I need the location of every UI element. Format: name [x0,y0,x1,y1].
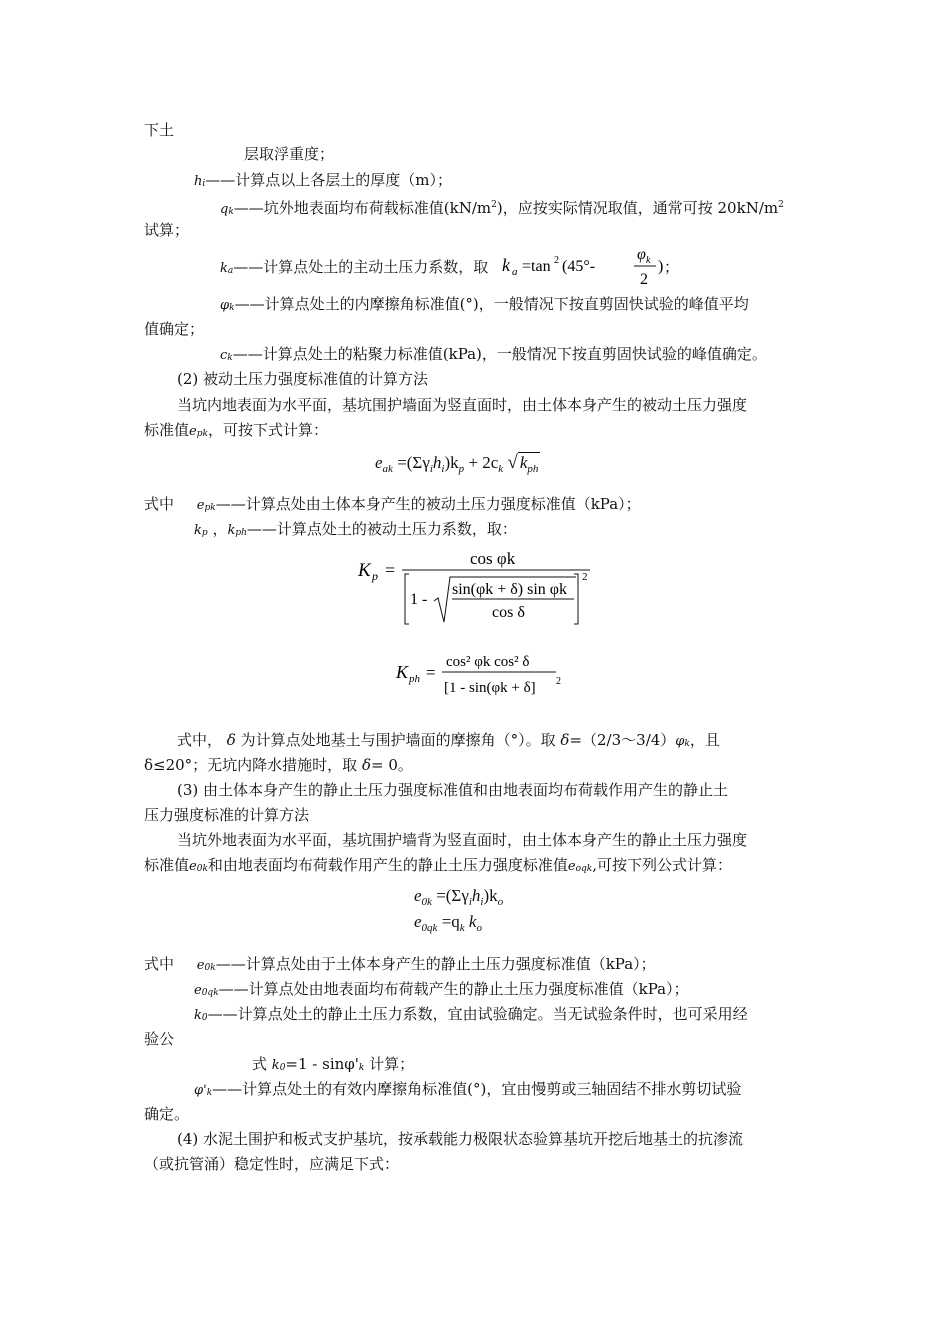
text: 计算； [369,1055,415,1073]
formula-subscript: p [372,569,378,583]
text: 和由地表面均布荷载作用产生的静止土压力强度标准值 [207,856,568,874]
definition-line [220,345,767,367]
formula-subscript: o [497,896,504,908]
formula-symbol: e [414,886,422,905]
var-subscript: 0qk [201,988,219,998]
formula-symbol: K [396,662,409,682]
definition-line [194,171,452,193]
text-line: 值确定； [144,320,205,338]
formula-numerator: φ [637,246,646,263]
formula-subscript: 0qk [421,922,438,934]
var-symbol: e [189,859,197,874]
var-subscript: k [228,207,234,217]
text: 为计算点处地基土与围护墙面的摩擦角（°）。取 [240,731,556,749]
var-symbol: δ [226,731,236,749]
formula-symbol: k [519,453,528,472]
formula-text: ) [658,258,664,275]
bracket-right [574,574,578,624]
text-line: 确定。 [144,1105,190,1123]
section-heading: (4) 水泥土围护和板式支护基坑，按承载能力极限状态验算基坑开挖后地基土的抗渗流 [177,1130,744,1148]
text-line [177,731,720,753]
var-symbol: k [220,261,228,276]
var-symbol: δ [560,731,570,749]
formula-symbol: k [468,912,477,931]
bracket-left [405,574,409,624]
formula-symbol: h [432,453,442,472]
var-symbol: φ [220,298,230,313]
formula-e0qk [414,912,482,934]
formula-text: =(Σγ [397,453,430,472]
formula-subscript: ph [527,463,539,475]
formula-power: 2 [556,676,561,687]
section-heading: (3) 由土体本身产生的静止土压力强度标准值和由地表面均布荷载作用产生的静止土 [177,781,729,799]
var-subscript: k [358,1063,365,1073]
formula-symbol: k [502,255,510,275]
var-symbol: e [194,983,202,998]
text: 标准值 [144,421,190,439]
text: 标准值 [144,856,190,874]
text: δ≤20°；无坑内降水措施时，取 [144,756,358,774]
formula-text: =(Σγ [436,886,469,905]
formula-text: =q [441,912,460,931]
formula-denominator: [1 - sin(φk + δ] [444,680,536,696]
formula-text: = [426,663,436,682]
var-subscript: i [202,179,206,189]
definition-text: )，应按实际情况取值，通常可按 20kN/m [496,199,779,217]
formula-subscript: k [498,463,504,475]
var-symbol: h [194,174,203,189]
definition-line [220,295,749,317]
formula-numerator: cos φk [470,549,516,568]
lead-text: 式中 [144,495,175,513]
definition-text: ——计算点以上各层土的厚度（m）； [205,171,452,189]
text-line: 压力强度标准的计算方法 [144,806,310,824]
definition-text: ——坑外地表面均布荷载标准值(kN/m [233,199,492,217]
text: 式 [252,1055,268,1073]
formula-text: )k [483,886,498,905]
formula-inner-denominator: cos δ [492,604,525,621]
formula-text: =tan [522,258,551,275]
var-symbol: δ [361,756,371,774]
var-subscript: k [684,739,690,749]
superscript: 2 [491,200,497,210]
definition-line [194,980,689,1002]
formula-subscript: i [468,896,472,908]
formula-symbol: h [471,886,481,905]
formula-numerator: cos² φk cos² δ [446,654,530,670]
definition-line [194,520,517,542]
definition-text: ——计算点处土的静止土压力系数，宜由试验确定。当无试验条件时，也可采用经 [207,1005,748,1023]
separator: ， [212,520,228,538]
text-line [144,756,413,774]
var-symbol: e [189,424,197,439]
text-line: 当坑外地表面为水平面，基坑围护墙背为竖直面时，由土体本身产生的静止土压力强度 [177,831,748,849]
formula-symbol: e [375,453,383,472]
definition-line [220,196,784,221]
var-subscript: ph [235,528,247,538]
sqrt-sign: √ [507,452,518,473]
formula-e0k [414,886,503,908]
var-subscript: a [227,266,234,276]
var-symbol: φ' [194,1083,207,1098]
text: ，且 [689,731,720,749]
var-subscript: 0k [196,864,208,874]
definition-line [144,955,656,977]
formula-text: + 2c [468,453,499,472]
var-symbol: e [196,498,205,513]
var-symbol: e [196,958,205,973]
var-subscript: oqk [575,864,593,874]
formula-power: 2 [582,571,588,583]
definition-text: ——计算点处由土体本身产生的被动土压力强度标准值（kPa）； [215,495,641,513]
text-line: 当坑内地表面为水平面，基坑围护墙面为竖直面时，由土体本身产生的被动土压力强度 [177,396,748,414]
text: 式中， [177,731,223,749]
definition-line [194,1080,741,1102]
formula-ka [500,244,680,288]
var-subscript: k [206,1088,213,1098]
formula-power: 2 [554,255,559,266]
text-line [144,421,328,443]
var-symbol: q [220,202,229,217]
text: ,可按下列公式计算： [592,856,733,874]
text-line: 下土 [144,121,175,139]
var-subscript: p [201,528,208,538]
var-symbol: k [271,1058,280,1073]
text: ，可按下式计算： [207,421,328,439]
definition-text: ——计算点处土的被动土压力系数，取： [246,520,517,538]
var-subscript: 0 [201,1013,208,1023]
text-line: 试算； [144,221,190,239]
section-heading: (2) 被动土压力强度标准值的计算方法 [177,370,429,388]
text-line [144,856,732,878]
text-line: （或抗管涌）稳定性时，应满足下式： [144,1155,400,1173]
text-line [252,1055,414,1077]
formula-subscript: ph [409,673,420,685]
formula-epk [375,452,540,475]
formula-subscript: 0k [421,896,432,908]
formula-kp [352,544,602,634]
definition-text: ——计算点处土的粘聚力标准值(kPa)，一般情况下按直剪固快试验的峰值确定。 [232,345,767,363]
formula-denominator: 2 [640,271,648,288]
formula-text: = [385,560,396,580]
definition-text: ——计算点处由于土体本身产生的静止土压力强度标准值（kPa）； [215,955,656,973]
var-subscript: k [229,303,235,313]
text: = 0。 [371,756,413,774]
formula-subscript: i [429,463,433,475]
formula-subscript: i [480,896,484,908]
formula-symbol: K [358,560,371,581]
formula-symbol: e [414,912,422,931]
formula-subscript: k [459,922,465,934]
var-subscript: k [227,353,233,363]
var-subscript: 0 [279,1063,286,1073]
formula-text: )k [444,453,459,472]
definition-line [144,495,641,517]
formula-subscript: p [458,463,465,475]
definition-line [194,1005,748,1027]
definition-text: ——计算点处土的内摩擦角标准值(°)，一般情况下按直剪固快试验的峰值平均 [234,295,749,313]
var-symbol: φ [675,734,685,749]
var-symbol: k [194,1008,202,1023]
var-symbol: e [567,859,576,874]
var-subscript: pk [196,429,208,439]
formula-subscript: i [441,463,445,475]
definition-text: ——计算点处土的有效内摩擦角标准值(°)，宜由慢剪或三轴固结不排水剪切试验 [212,1080,742,1098]
formula-subscript: o [476,922,482,934]
var-symbol: k [194,523,202,538]
definition-text: ——计算点处土的主动土压力系数，取 [233,258,489,276]
formula-text: 1 - [410,591,428,608]
var-symbol: c [220,348,228,363]
var-symbol: k [227,523,236,538]
formula-subscript: k [646,255,651,266]
formula-inner-numerator: sin(φk + δ) sin φk [452,581,568,598]
formula-subscript: ak [382,463,393,475]
var-subscript: 0k [204,963,216,973]
text-line: ； [664,258,680,276]
superscript: 2 [778,200,784,210]
formula-text: (45°- [562,258,596,275]
text-line: 层取浮重度； [244,145,335,163]
var-subscript: pk [204,503,216,513]
definition-line [220,258,488,280]
text: =1 - sinφ' [285,1055,359,1073]
sqrt-radicand [518,452,541,475]
text: =（2/3～3/4） [569,731,676,749]
formula-kph [392,648,572,704]
text-line: 验公 [144,1030,175,1048]
formula-subscript: a [512,266,518,278]
lead-text: 式中 [144,955,175,973]
definition-text: ——计算点处由地表面均布荷载产生的静止土压力强度标准值（kPa）； [218,980,689,998]
